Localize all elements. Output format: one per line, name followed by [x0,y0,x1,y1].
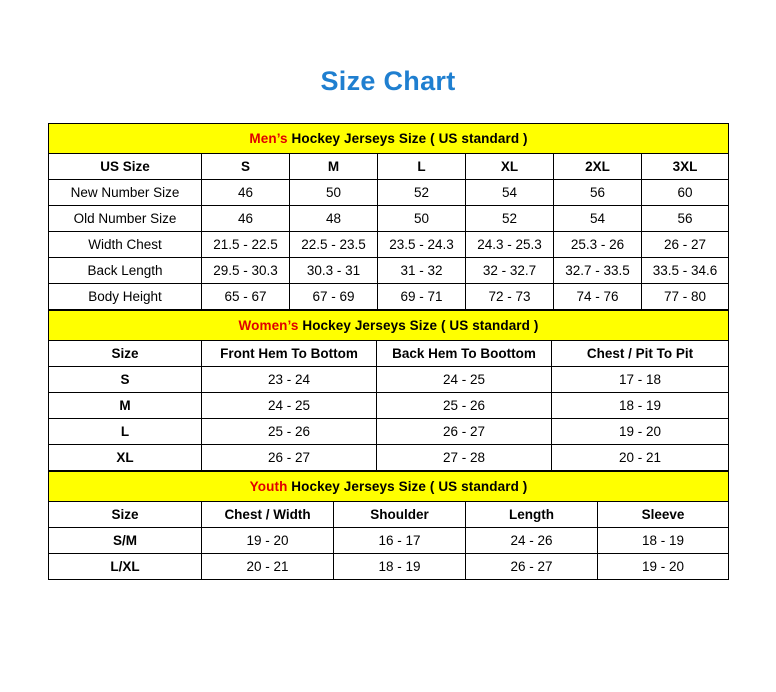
youth-band-label [49,472,729,502]
youth-band-rest: Hockey Jerseys Size ( US standard ) [287,479,528,494]
youth-header-cell-3: Length [466,502,598,528]
youth-row-0-cell-4: 18 - 19 [598,528,729,554]
youth-row-0-cell-1: 19 - 20 [202,528,334,554]
womens-band-accent: Women’s [238,318,299,333]
mens-row-1-cell-3: 50 [378,206,466,232]
youth-header-cell-4: Sleeve [598,502,729,528]
table-row [49,393,729,419]
womens-row-1-cell-2: 25 - 26 [377,393,552,419]
youth-row-1-cell-2: 18 - 19 [334,554,466,580]
mens-row-0-cell-1: 46 [202,180,290,206]
youth-row-1-label: L/XL [49,554,202,580]
mens-header-cell-1: S [202,154,290,180]
mens-row-2-cell-4: 24.3 - 25.3 [466,232,554,258]
table-header-row [49,502,729,528]
mens-row-0-cell-6: 60 [642,180,729,206]
mens-header-cell-2: M [290,154,378,180]
womens-row-1-cell-3: 18 - 19 [552,393,729,419]
mens-row-2-cell-2: 22.5 - 23.5 [290,232,378,258]
mens-header-cell-5: 2XL [554,154,642,180]
mens-row-2-cell-6: 26 - 27 [642,232,729,258]
womens-header-cell-0: Size [49,341,202,367]
table-row [49,528,729,554]
mens-row-3-cell-1: 29.5 - 30.3 [202,258,290,284]
mens-row-2-cell-5: 25.3 - 26 [554,232,642,258]
youth-row-0-cell-3: 24 - 26 [466,528,598,554]
table-band-row [49,472,729,502]
womens-header-cell-2: Back Hem To Boottom [377,341,552,367]
womens-band-label [49,311,729,341]
mens-row-4-cell-4: 72 - 73 [466,284,554,310]
mens-row-1-cell-4: 52 [466,206,554,232]
mens-header-cell-3: L [378,154,466,180]
mens-row-4-cell-3: 69 - 71 [378,284,466,310]
youth-header-cell-0: Size [49,502,202,528]
mens-row-0-cell-2: 50 [290,180,378,206]
mens-row-2-label: Width Chest [49,232,202,258]
womens-header-cell-3: Chest / Pit To Pit [552,341,729,367]
mens-band-label [49,124,729,154]
youth-row-0-label: S/M [49,528,202,554]
youth-row-1-cell-1: 20 - 21 [202,554,334,580]
table-band-row [49,124,729,154]
mens-size-table [48,123,729,310]
youth-size-table [48,471,729,580]
mens-band-accent: Men’s [249,131,288,146]
mens-row-2-cell-3: 23.5 - 24.3 [378,232,466,258]
womens-row-3-cell-1: 26 - 27 [202,445,377,471]
womens-row-0-label: S [49,367,202,393]
mens-row-4-cell-6: 77 - 80 [642,284,729,310]
mens-row-2-cell-1: 21.5 - 22.5 [202,232,290,258]
table-row [49,206,729,232]
mens-row-0-cell-5: 56 [554,180,642,206]
table-row [49,284,729,310]
table-row [49,445,729,471]
table-row [49,258,729,284]
mens-header-cell-0: US Size [49,154,202,180]
womens-row-2-cell-2: 26 - 27 [377,419,552,445]
youth-row-1-cell-3: 26 - 27 [466,554,598,580]
womens-row-2-label: L [49,419,202,445]
womens-header-cell-1: Front Hem To Bottom [202,341,377,367]
mens-row-4-cell-5: 74 - 76 [554,284,642,310]
youth-band-accent: Youth [249,479,288,494]
mens-header-cell-4: XL [466,154,554,180]
mens-row-4-cell-2: 67 - 69 [290,284,378,310]
womens-row-3-cell-2: 27 - 28 [377,445,552,471]
womens-row-3-cell-3: 20 - 21 [552,445,729,471]
mens-row-3-cell-5: 32.7 - 33.5 [554,258,642,284]
mens-row-3-cell-3: 31 - 32 [378,258,466,284]
mens-row-0-label: New Number Size [49,180,202,206]
table-row [49,367,729,393]
mens-row-1-label: Old Number Size [49,206,202,232]
mens-row-3-label: Back Length [49,258,202,284]
womens-row-3-label: XL [49,445,202,471]
table-row [49,180,729,206]
table-row [49,419,729,445]
table-header-row [49,341,729,367]
mens-row-1-cell-5: 54 [554,206,642,232]
womens-band-rest: Hockey Jerseys Size ( US standard ) [298,318,539,333]
mens-row-4-cell-1: 65 - 67 [202,284,290,310]
womens-row-0-cell-3: 17 - 18 [552,367,729,393]
size-tables-container [48,95,728,580]
mens-row-1-cell-1: 46 [202,206,290,232]
womens-row-1-label: M [49,393,202,419]
mens-band-rest: Hockey Jerseys Size ( US standard ) [287,131,528,146]
youth-header-cell-2: Shoulder [334,502,466,528]
mens-row-0-cell-4: 54 [466,180,554,206]
table-row [49,554,729,580]
table-header-row [49,154,729,180]
mens-row-3-cell-6: 33.5 - 34.6 [642,258,729,284]
mens-row-3-cell-2: 30.3 - 31 [290,258,378,284]
womens-row-0-cell-1: 23 - 24 [202,367,377,393]
mens-row-1-cell-6: 56 [642,206,729,232]
womens-size-table [48,310,729,471]
mens-row-4-label: Body Height [49,284,202,310]
mens-row-1-cell-2: 48 [290,206,378,232]
womens-row-2-cell-3: 19 - 20 [552,419,729,445]
mens-row-0-cell-3: 52 [378,180,466,206]
mens-header-cell-6: 3XL [642,154,729,180]
womens-row-2-cell-1: 25 - 26 [202,419,377,445]
mens-row-3-cell-4: 32 - 32.7 [466,258,554,284]
womens-row-1-cell-1: 24 - 25 [202,393,377,419]
table-row [49,232,729,258]
youth-row-0-cell-2: 16 - 17 [334,528,466,554]
womens-row-0-cell-2: 24 - 25 [377,367,552,393]
page-title: Size Chart [320,66,456,96]
youth-row-1-cell-4: 19 - 20 [598,554,729,580]
youth-header-cell-1: Chest / Width [202,502,334,528]
table-band-row [49,311,729,341]
